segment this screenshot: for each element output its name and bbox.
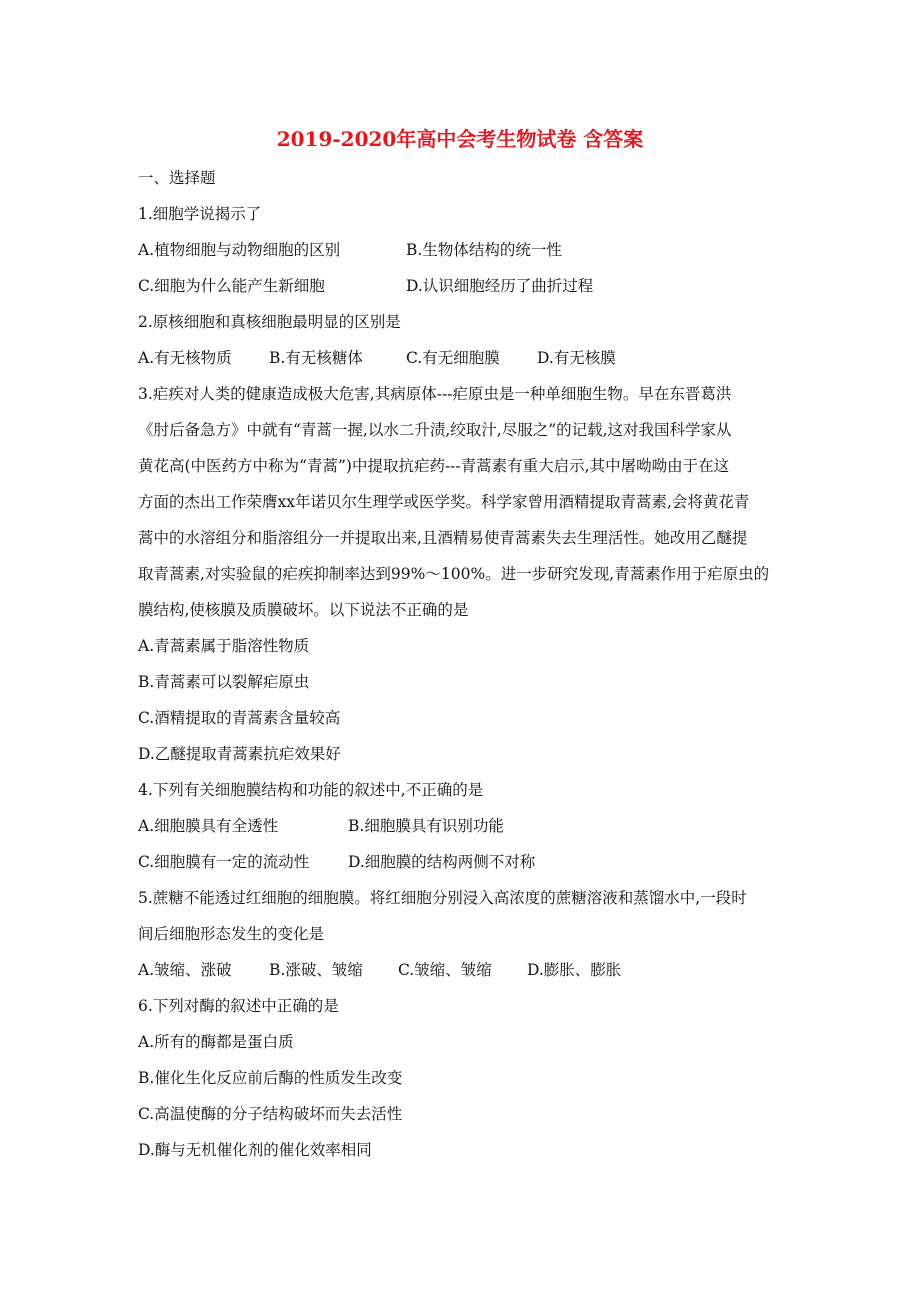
question-5-option-b: B.涨破、皱缩 [269, 961, 363, 979]
question-4-option-d: D.细胞膜的结构两侧不对称 [348, 853, 536, 871]
question-3-option-c: C.酒精提取的青蒿素含量较高 [138, 709, 341, 727]
question-3-stem-line: 蒿中的水溶组分和脂溶组分一并提取出来,且酒精易使青蒿素失去生理活性。她改用乙醚提 [138, 529, 748, 547]
question-2-option-d: D.有无核膜 [537, 349, 616, 367]
question-3-stem-line: 3.疟疾对人类的健康造成极大危害,其病原体---疟原虫是一种单细胞生物。早在东晋葛洪 [138, 385, 732, 403]
question-1-option-d: D.认识细胞经历了曲折过程 [406, 277, 594, 295]
question-1-stem: 1.细胞学说揭示了 [138, 205, 262, 223]
question-5-stem-line: 间后细胞形态发生的变化是 [138, 925, 325, 943]
question-3-stem-line: 膜结构,使核膜及质膜破坏。以下说法不正确的是 [138, 601, 469, 619]
question-1-option-c: C.细胞为什么能产生新细胞 [138, 277, 325, 295]
question-6-option-b: B.催化生化反应前后酶的性质发生改变 [138, 1069, 403, 1087]
question-5-option-c: C.皱缩、皱缩 [398, 961, 492, 979]
question-6-option-a: A.所有的酶都是蛋白质 [138, 1033, 294, 1051]
question-5-stem-line: 5.蔗糖不能透过红细胞的细胞膜。将红细胞分别浸入高浓度的蔗糖溶液和蒸馏水中,一段时 [138, 889, 747, 907]
question-2-option-b: B.有无核糖体 [269, 349, 363, 367]
question-2-option-c: C.有无细胞膜 [406, 349, 500, 367]
question-3-stem-line: 取青蒿素,对实验鼠的疟疾抑制率达到99%～100%。进一步研究发现,青蒿素作用于疟原虫的 [138, 565, 770, 583]
question-6-option-c: C.高温使酶的分子结构破坏而失去活性 [138, 1105, 403, 1123]
question-3-stem-line: 黄花高(中医药方中称为“青蒿”)中提取抗疟药---青蒿素有重大启示,其中屠呦呦由于在这 [138, 457, 730, 475]
question-4-option-b: B.细胞膜具有识别功能 [348, 817, 504, 835]
question-4-option-a: A.细胞膜具有全透性 [138, 817, 279, 835]
question-4-option-c: C.细胞膜有一定的流动性 [138, 853, 310, 871]
question-2-option-a: A.有无核物质 [138, 349, 232, 367]
document-title: 2019-2020年高中会考生物试卷 含答案 [276, 127, 644, 151]
question-6-stem: 6.下列对酶的叙述中正确的是 [138, 997, 339, 1015]
section-heading: 一、选择题 [138, 169, 216, 187]
question-3-option-b: B.青蒿素可以裂解疟原虫 [138, 673, 310, 691]
question-3-option-d: D.乙醚提取青蒿素抗疟效果好 [138, 745, 341, 763]
question-1-option-a: A.植物细胞与动物细胞的区别 [138, 241, 341, 259]
question-3-option-a: A.青蒿素属于脂溶性物质 [138, 637, 310, 655]
question-2-stem: 2.原核细胞和真核细胞最明显的区别是 [138, 313, 401, 331]
question-5-option-d: D.膨胀、膨胀 [527, 961, 622, 979]
question-4-stem: 4.下列有关细胞膜结构和功能的叙述中,不正确的是 [138, 781, 484, 799]
question-1-option-b: B.生物体结构的统一性 [406, 241, 562, 259]
question-3-stem-line: 《肘后备急方》中就有“青蒿一握,以水二升渍,绞取汁,尽服之”的记载,这对我国科学家从 [138, 421, 732, 439]
question-3-stem-line: 方面的杰出工作荣膺xx年诺贝尔生理学或医学奖。科学家曾用酒精提取青蒿素,会将黄花青 [138, 493, 750, 511]
question-6-option-d: D.酶与无机催化剂的催化效率相同 [138, 1141, 372, 1159]
question-5-option-a: A.皱缩、涨破 [138, 961, 232, 979]
